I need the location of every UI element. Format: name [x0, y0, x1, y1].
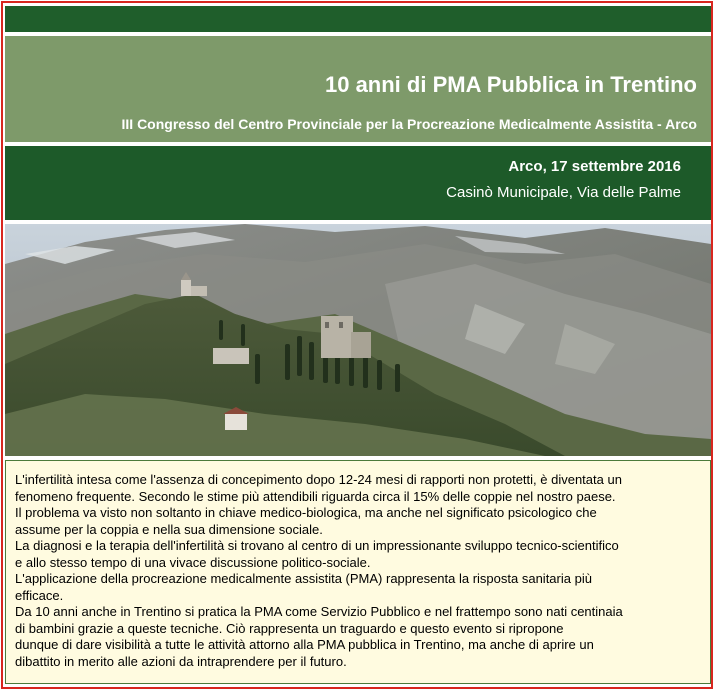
paragraph-2: Il problema va visto non soltanto in chiave medico-biologica, ma anche nel significato psicologico che assume per la coppia e nella sua dimensione sociale.	[15, 505, 597, 537]
paragraph-4: L'applicazione della procreazione medicalmente assistita (PMA) rappresenta la risposta sanitaria più efficace.	[15, 571, 592, 603]
page-title: 10 anni di PMA Pubblica in Trentino	[324, 72, 697, 97]
paragraph-1: L'infertilità intesa come l'assenza di concepimento dopo 12-24 mesi di rapporti non protetti, è diventata un fenomeno frequente. Secondo le stime più attendibili riguarda circa il 15% delle coppie nel nostro paese.	[15, 472, 622, 504]
header-banner	[5, 36, 711, 142]
page-subtitle: III Congresso del Centro Provinciale per la Procreazione Medicalmente Assistita - Arco	[121, 116, 697, 132]
landscape-photo	[5, 224, 711, 456]
paragraph-3: La diagnosi e la terapia dell'infertilità si trovano al centro di un impressionante sviluppo tecnico-scientifico e allo stesso tempo di una vivace discussione politico-sociale.	[15, 538, 619, 570]
top-band	[5, 6, 711, 32]
description-box	[5, 460, 711, 684]
event-info-band	[5, 146, 711, 220]
event-date: Arco, 17 settembre 2016	[508, 158, 681, 175]
paragraph-5: Da 10 anni anche in Trentino si pratica la PMA come Servizio Pubblico e nel frattempo sono nati centinaia di bambini grazie a queste tecniche. Ciò rappresenta un traguardo e questo evento si ripropone dunque di dare visibilità a tutte le attività attorno alla PMA pubblica in Trentino, ma anche di aprire un dibattito in merito alle azioni da intraprendere per il futuro.	[15, 604, 623, 669]
castle-hill-image	[5, 224, 711, 456]
event-venue: Casinò Municipale, Via delle Palme	[446, 184, 681, 201]
